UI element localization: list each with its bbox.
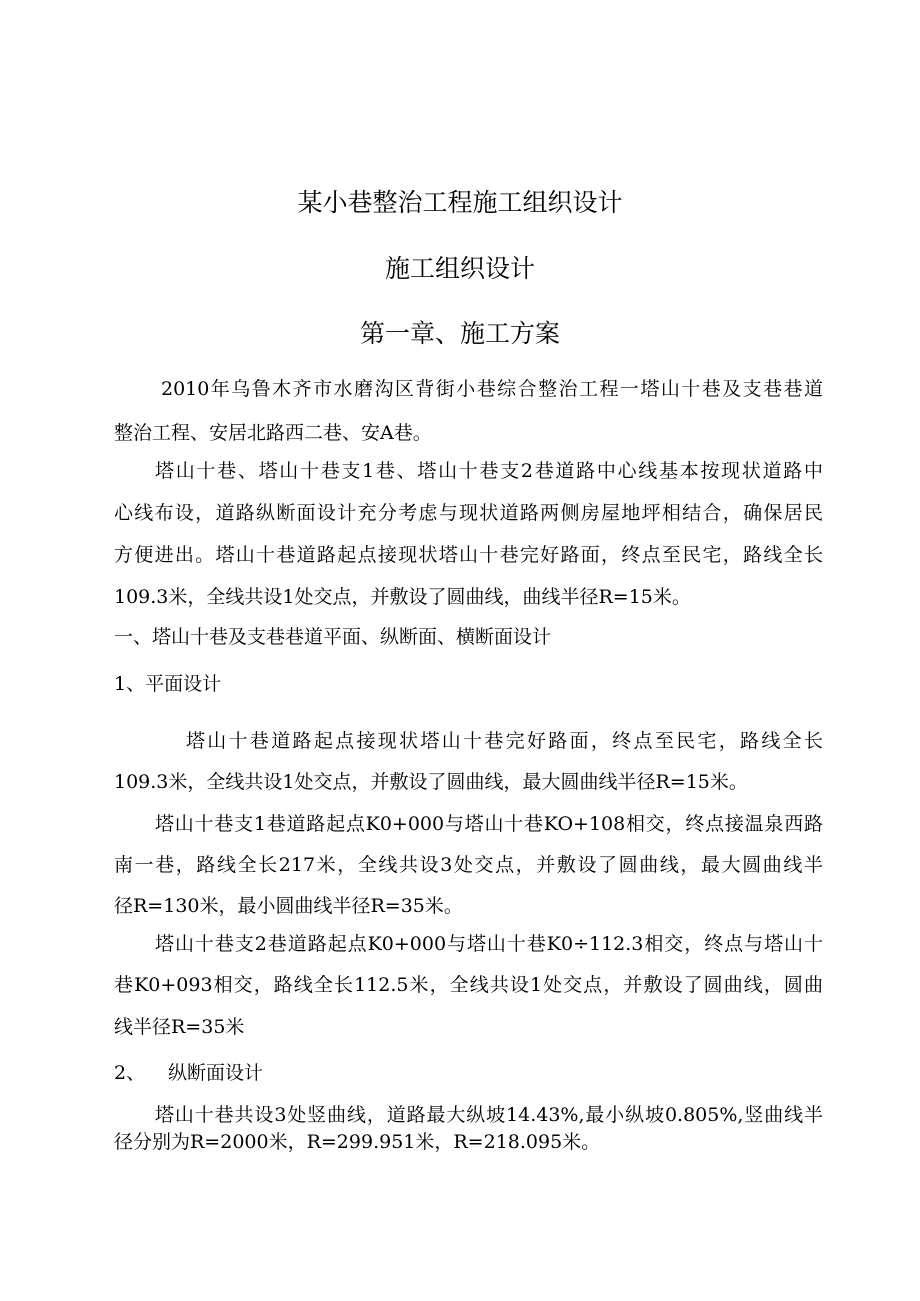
- paragraph-line: 109.3米，全线共设1处交点，并敷设了圆曲线，最大圆曲线半径R=15米。: [114, 771, 748, 793]
- paragraph-line: 线半径R=35米: [114, 1016, 245, 1038]
- paragraph-line: 南一巷，路线全长217米，全线共设3处交点，并敷设了圆曲线，最大圆曲线半: [114, 854, 823, 876]
- paragraph-line: 塔山十巷支1巷道路起点K0+000与塔山十巷KO+108相交，终点接温泉西路: [155, 813, 823, 835]
- paragraph-line: 塔山十巷道路起点接现状塔山十巷完好路面，终点至民宅，路线全长: [186, 730, 823, 752]
- paragraph-line: 塔山十巷共设3处竖曲线，道路最大纵坡14.43%,最小纵坡0.805%,竖曲线半: [155, 1104, 823, 1126]
- paragraph-line: 塔山十巷、塔山十巷支1巷、塔山十巷支2巷道路中心线基本按现状道路中: [155, 460, 823, 482]
- paragraph-line: 塔山十巷支2巷道路起点K0+000与塔山十巷K0÷112.3相交，终点与塔山十: [155, 933, 823, 955]
- paragraph-line: 巷K0+093相交，路线全长112.5米，全线共设1处交点，并敷设了圆曲线，圆曲: [114, 974, 823, 996]
- document-title: 某小巷整治工程施工组织设计: [297, 188, 623, 217]
- subsection-number: 2、: [114, 1062, 146, 1084]
- paragraph-line: 心线布设，道路纵断面设计充分考虑与现状道路两侧房屋地坪相结合，确保居民: [114, 502, 823, 524]
- section-heading: 一、塔山十巷及支巷巷道平面、纵断面、横断面设计: [114, 626, 552, 648]
- chapter-heading: 第一章、施工方案: [359, 319, 560, 348]
- section-title: 施工组织设计: [384, 254, 535, 283]
- paragraph-line: 整治工程、安居北路西二巷、安A巷。: [114, 422, 432, 444]
- paragraph-line: 方便进出。塔山十巷道路起点接现状塔山十巷完好路面，终点至民宅，路线全长: [114, 544, 823, 566]
- subsection-heading: 纵断面设计: [168, 1062, 264, 1084]
- paragraph-line: 2010年乌鲁木齐市水磨沟区背街小巷综合整治工程一塔山十巷及支巷巷道: [161, 378, 823, 400]
- paragraph-line: 径R=130米，最小圆曲线半径R=35米。: [114, 895, 463, 917]
- paragraph-line: 径分别为R=2000米，R=299.951米，R=218.095米。: [114, 1131, 601, 1153]
- subsection-heading: 1、平面设计: [114, 673, 222, 695]
- paragraph-line: 109.3米，全线共设1处交点，并敷设了圆曲线，曲线半径R=15米。: [114, 586, 691, 608]
